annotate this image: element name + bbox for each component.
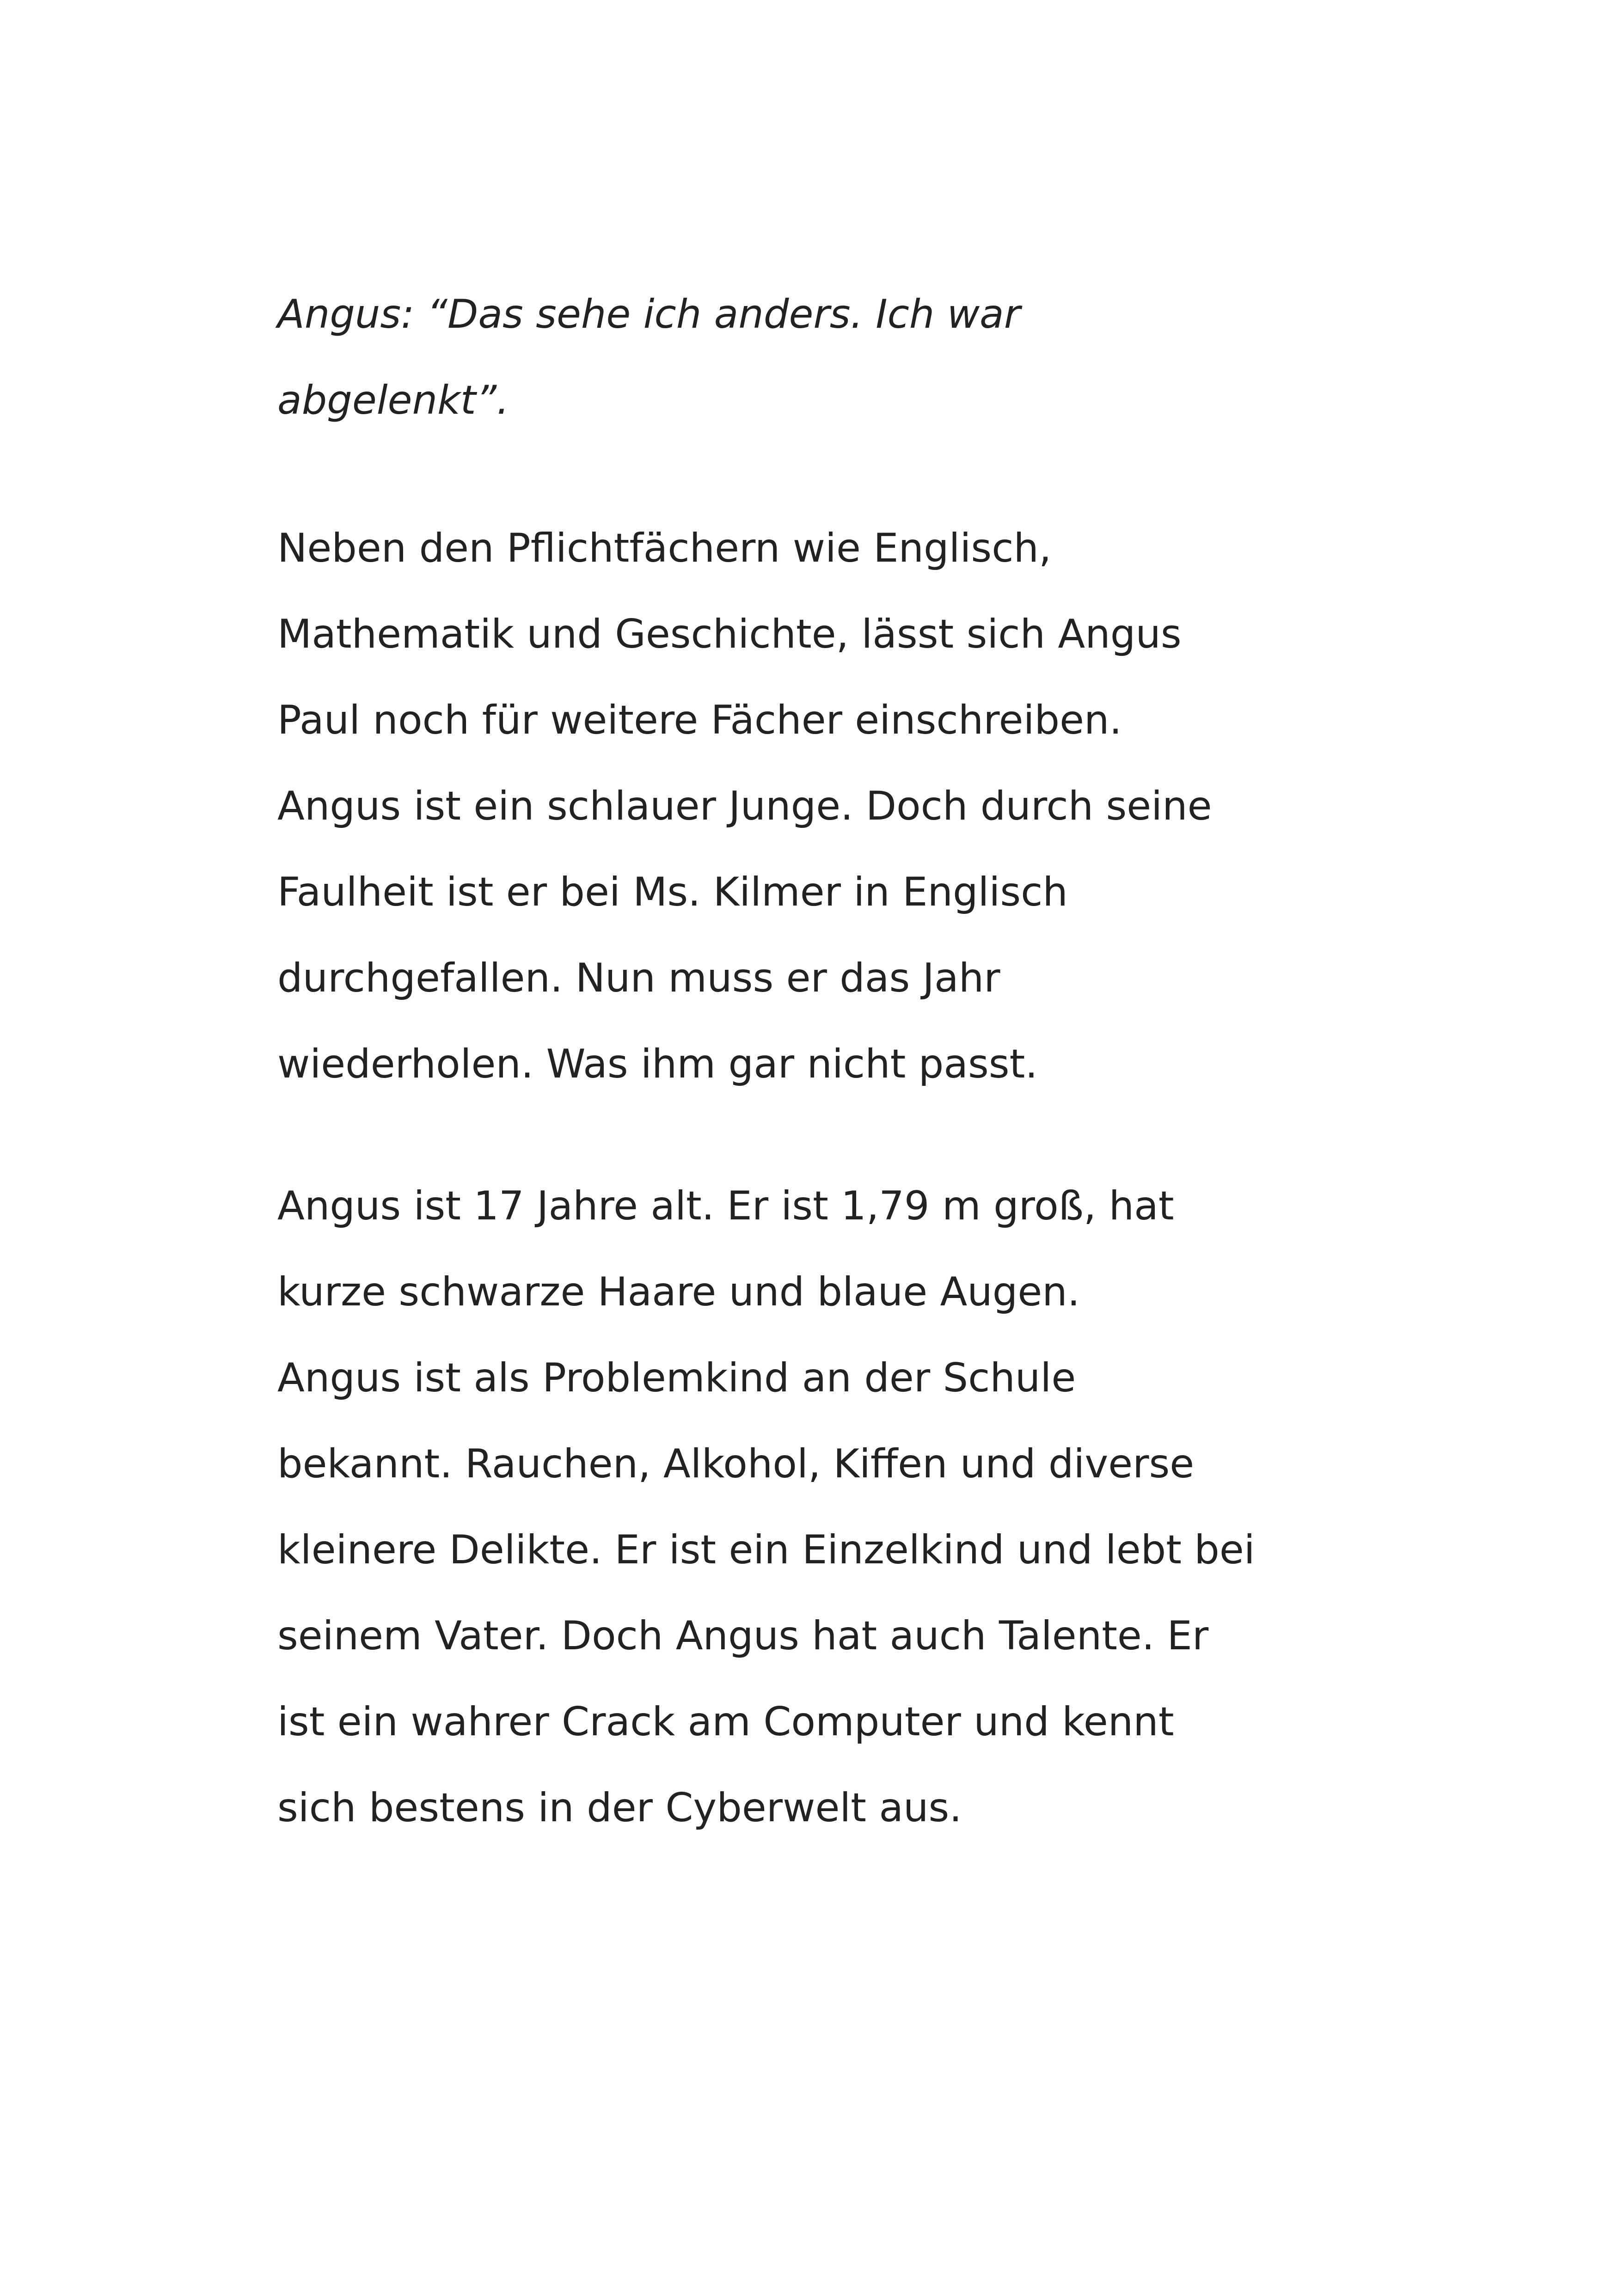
text-line: kurze schwarze Haare und blaue Augen. bbox=[277, 1269, 1080, 1315]
text-line: Mathematik und Geschichte, lässt sich Angus bbox=[277, 611, 1182, 657]
text-line: durchgefallen. Nun muss er das Jahr bbox=[277, 955, 1000, 1001]
text-line: ist ein wahrer Crack am Computer und kennt bbox=[277, 1699, 1174, 1745]
text-line: Angus ist als Problemkind an der Schule bbox=[277, 1355, 1076, 1401]
text-line: Paul noch für weitere Fächer einschreiben. bbox=[277, 697, 1122, 743]
paragraph-subjects bbox=[277, 505, 1387, 1107]
text-line: abgelenkt”. bbox=[277, 377, 509, 423]
text-line: Angus ist ein schlauer Junge. Doch durch seine bbox=[277, 783, 1212, 829]
text-line: Angus ist 17 Jahre alt. Er ist 1,79 m groß, hat bbox=[277, 1183, 1174, 1229]
text-line: Neben den Pflichtfächern wie Englisch, bbox=[277, 525, 1052, 571]
text-line: wiederholen. Was ihm gar nicht passt. bbox=[277, 1041, 1038, 1087]
paragraph-description bbox=[277, 1163, 1387, 1851]
text-line: sich bestens in der Cyberwelt aus. bbox=[277, 1785, 962, 1831]
text-line: bekannt. Rauchen, Alkohol, Kiffen und diverse bbox=[277, 1441, 1195, 1487]
text-line: Angus: “Das sehe ich anders. Ich war bbox=[277, 291, 1021, 337]
text-line: seinem Vater. Doch Angus hat auch Talente. Er bbox=[277, 1613, 1209, 1659]
quote-paragraph bbox=[277, 271, 1387, 443]
text-line: Faulheit ist er bei Ms. Kilmer in Englisch bbox=[277, 869, 1068, 915]
text-line: kleinere Delikte. Er ist ein Einzelkind und lebt bei bbox=[277, 1527, 1255, 1573]
